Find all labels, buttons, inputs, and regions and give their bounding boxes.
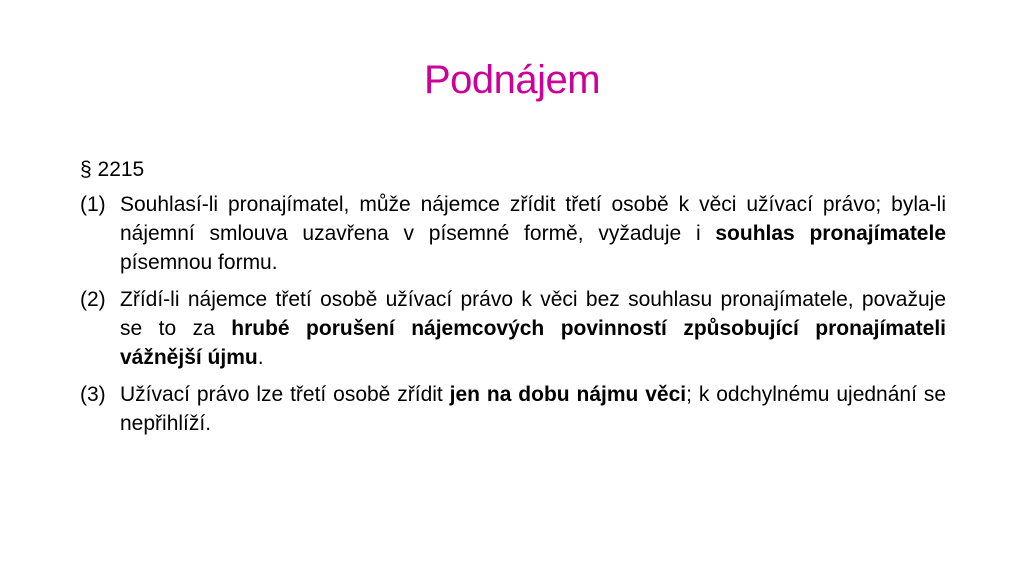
paragraph-number: (1) [80, 193, 106, 216]
paragraph-3 [80, 380, 946, 438]
paragraph-text [120, 285, 946, 372]
paragraph-text [120, 380, 946, 438]
text-run: ; k odchylnému ujednání se nepřihlíží. [120, 383, 947, 435]
paragraph-number: (2) [80, 288, 106, 311]
text-run: Souhlasí-li pronajímatel, může nájemce zřídit třetí osobě k věci užívací právo; byla-li nájemní smlouva uzavřena v písemné formě, vyžaduje i [120, 193, 946, 245]
paragraph-2 [80, 285, 946, 372]
bold-text-run: hrubé porušení nájemcových povinností způsobující pronajímateli vážnější újmu [120, 317, 946, 369]
slide-content [80, 155, 946, 446]
bold-text-run: souhlas pronajímatele [715, 222, 946, 245]
bold-text-run: jen na dobu nájmu věci [449, 383, 687, 406]
section-heading: § 2215 [80, 158, 145, 181]
text-run: . [257, 346, 264, 369]
paragraph-text [120, 190, 946, 277]
text-run: písemnou formu. [120, 251, 278, 274]
paragraph-number: (3) [80, 383, 106, 406]
paragraph-1 [80, 190, 946, 277]
text-run: Zřídí-li nájemce třetí osobě užívací právo k věci bez souhlasu pronajímatele, považuje se to za [120, 288, 946, 340]
slide-title: Podnájem [423, 58, 601, 102]
text-run: Užívací právo lze třetí osobě zřídit [120, 383, 450, 406]
